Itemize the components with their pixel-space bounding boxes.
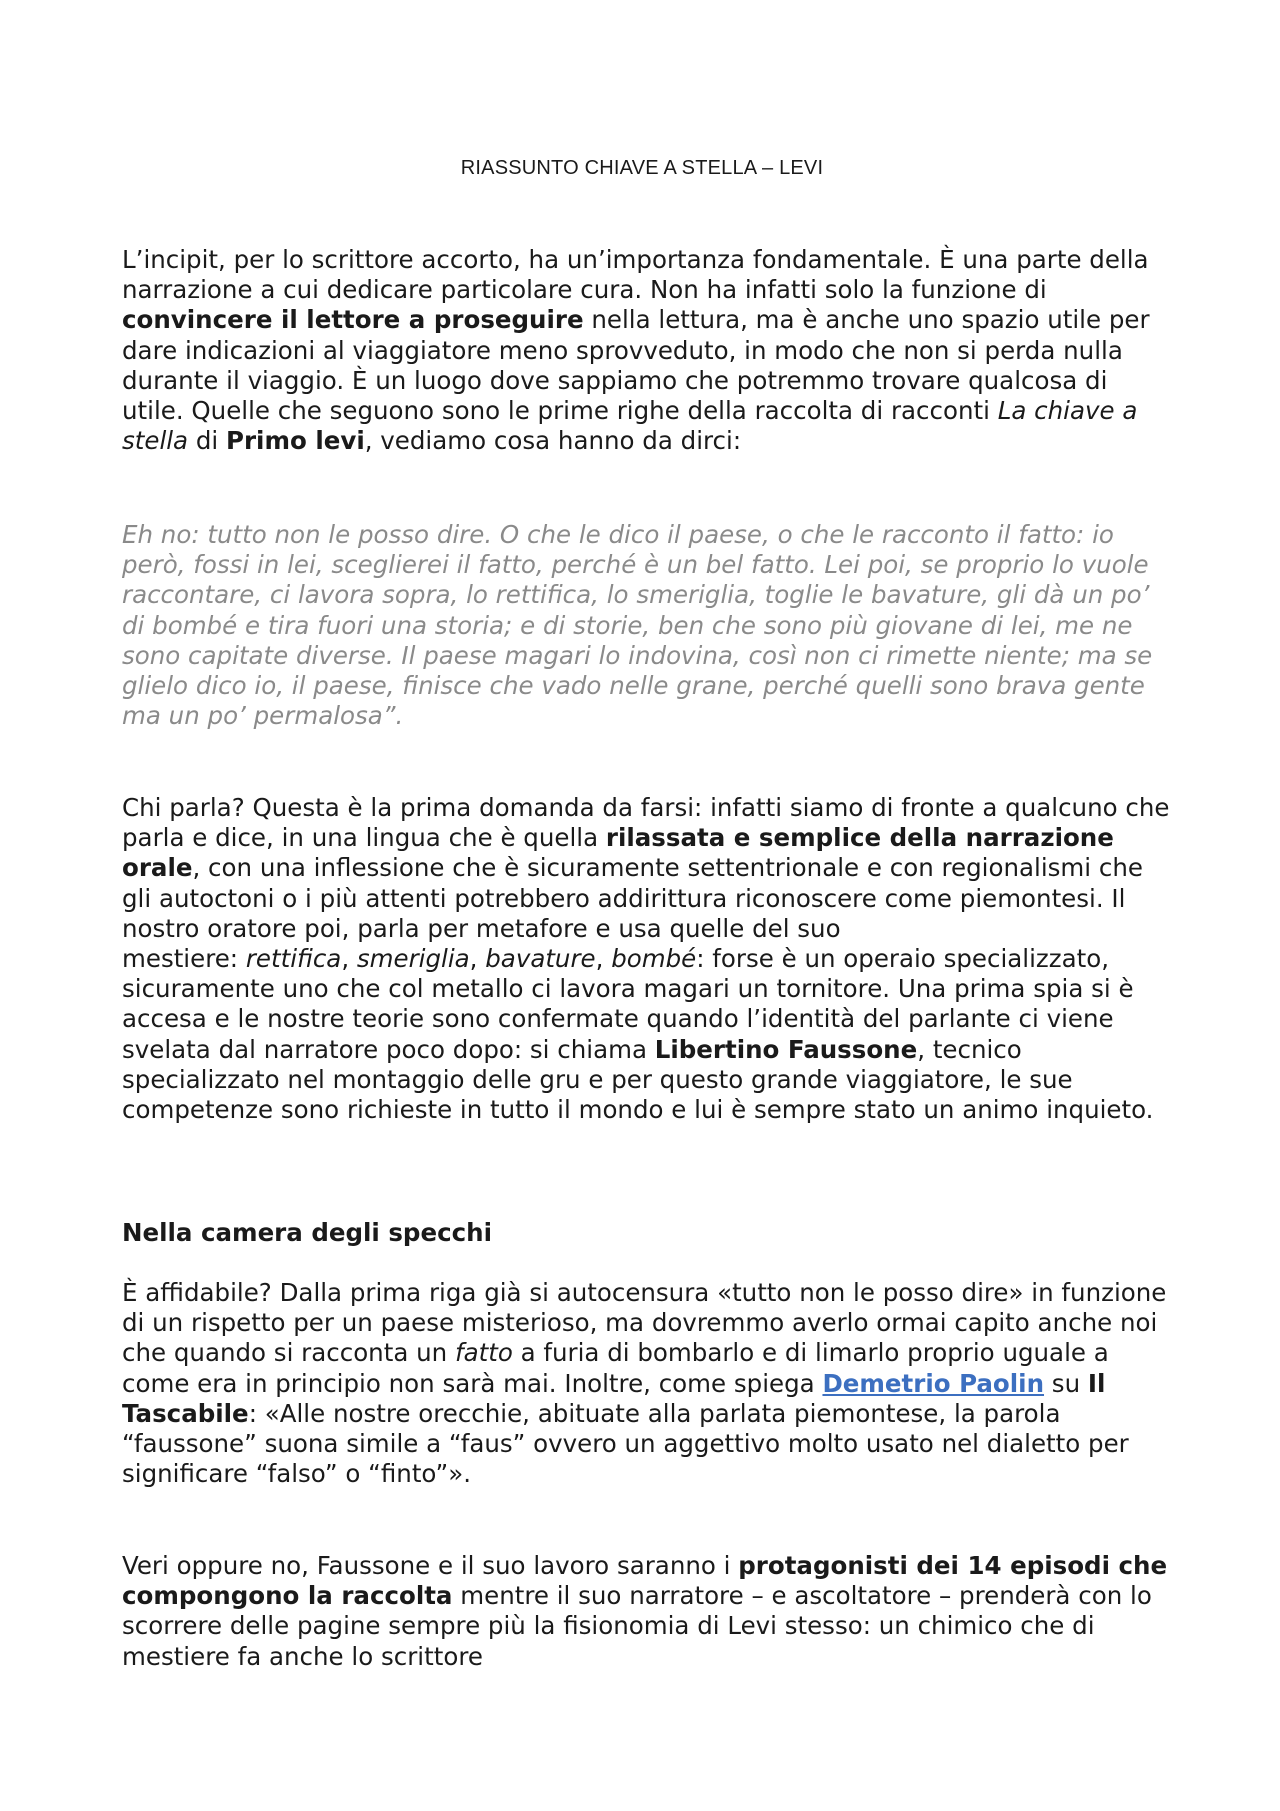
author-link[interactable]: Demetrio Paolin [822, 1368, 1045, 1398]
document-title: RIASSUNTO CHIAVE A STELLA – LEVI [460, 157, 824, 179]
text-span: , [595, 944, 612, 974]
text-span: , con una inflessione che è sicuramente settentrionale e con regionalismi che gli autoctoni o i più attenti potrebbero addirittura riconoscere come piemontesi. Il nostro oratore poi, parla per metafore e usa quelle del suo [122, 853, 1143, 943]
bold-text: rilassata e semplice della narrazione orale [122, 823, 1114, 883]
text-span: a furia di bombarlo e di limarlo proprio uguale a come era in principio non sarà mai. Inoltre, come spiega [122, 1338, 1109, 1398]
italic-term: fatto [454, 1338, 513, 1368]
text-span: di [188, 426, 227, 456]
bold-publication: Il Tascabile [122, 1368, 1106, 1428]
text-span: mestiere: [122, 944, 246, 974]
quote-paragraph: Eh no: tutto non le posso dire. O che le dico il paese, o che le racconto il fatto: io però, fossi in lei, sceglierei il fatto, perché è un bel fatto. Lei poi, se proprio lo vuole raccontare, ci lavora sopra, lo rettifica, lo smeriglia, toglie le bavature, gli dà un po’ di bombé e tira fuori una storia; e di storie, ben che sono più giovane di lei, me ne sono capitate diverse. Il paese magari lo indovina, così non ci rimette niente; ma se glielo dico io, il paese, finisce che vado nelle grane, perché quelli sono brava gente ma un po’ permalosa”. [122, 520, 1153, 731]
italic-book-title: La chiave a stella [122, 396, 1138, 456]
bold-text: convincere il lettore a proseguire [122, 305, 584, 335]
italic-term: bombé [611, 944, 697, 974]
text-span: : forse è un operaio specializzato, sicuramente uno che col metallo ci lavora magari un tornitore. Una prima spia si è accesa e le nostre teorie sono confermate quando l’identità del parlante ci viene svelata dal narratore poco dopo: si chiama [122, 944, 1134, 1064]
text-span: : «Alle nostre orecchie, abituate alla parlata piemontese, la parola “faussone” suona simile a “faus” ovvero un aggettivo molto usato nel dialetto per significare “falso” o “finto”». [122, 1398, 1129, 1489]
text-span: Veri oppure no, Faussone e il suo lavoro saranno i [122, 1551, 739, 1580]
bold-author: Primo levi [226, 426, 365, 456]
italic-term: bavature [485, 944, 596, 974]
text-span: mentre il suo narratore – e ascoltatore – prenderà con lo scorrere delle pagine sempre più la fisionomia di Levi stesso: un chimico che di mestiere fa anche lo scrittore [122, 1581, 1152, 1671]
protagonist-paragraph [122, 1551, 1172, 1672]
text-span: È affidabile? Dalla prima riga già si autocensura «tutto non le posso dire» in funzione di un rispetto per un paese misterioso, ma dovremmo averlo ormai capito anche noi che quando si racconta un [122, 1278, 1167, 1368]
intro-paragraph [122, 245, 1172, 456]
reliability-paragraph [122, 1278, 1172, 1489]
text-span: , tecnico specializzato nel montaggio delle gru e per questo grande viaggiatore, le sue competenze sono richieste in tutto il mondo e lui è sempre stato un animo inquieto. [122, 1034, 1154, 1125]
bold-name: Libertino Faussone [654, 1034, 918, 1064]
italic-term: rettifica [245, 944, 342, 974]
text-span: Chi parla? Questa è la prima domanda da farsi: infatti siamo di fronte a qualcuno che parla e dice, in una lingua che è quella [122, 793, 1170, 853]
speaker-paragraph [122, 793, 1172, 1125]
text-span: nella lettura, ma è anche uno spazio utile per dare indicazioni al viaggiatore meno sprovveduto, in modo che non si perda nulla durante il viaggio. È un luogo dove sappiamo che potremmo trovare qualcosa di utile. Quelle che seguono sono le prime righe della raccolta di racconti [122, 305, 1150, 426]
text-span: L’incipit, per lo scrittore accorto, ha un’importanza fondamentale. È una parte della narrazione a cui dedicare particolare cura. Non ha infatti solo la funzione di [122, 245, 1149, 305]
text-span: su [1044, 1368, 1088, 1398]
text-span: , [341, 944, 357, 974]
section-heading: Nella camera degli specchi [122, 1218, 492, 1247]
text-span: , [469, 944, 486, 974]
italic-term: smeriglia [356, 944, 470, 974]
bold-text: protagonisti dei 14 episodi che compongono la raccolta [122, 1551, 1168, 1611]
text-span: , vediamo cosa hanno da dirci: [364, 426, 742, 456]
